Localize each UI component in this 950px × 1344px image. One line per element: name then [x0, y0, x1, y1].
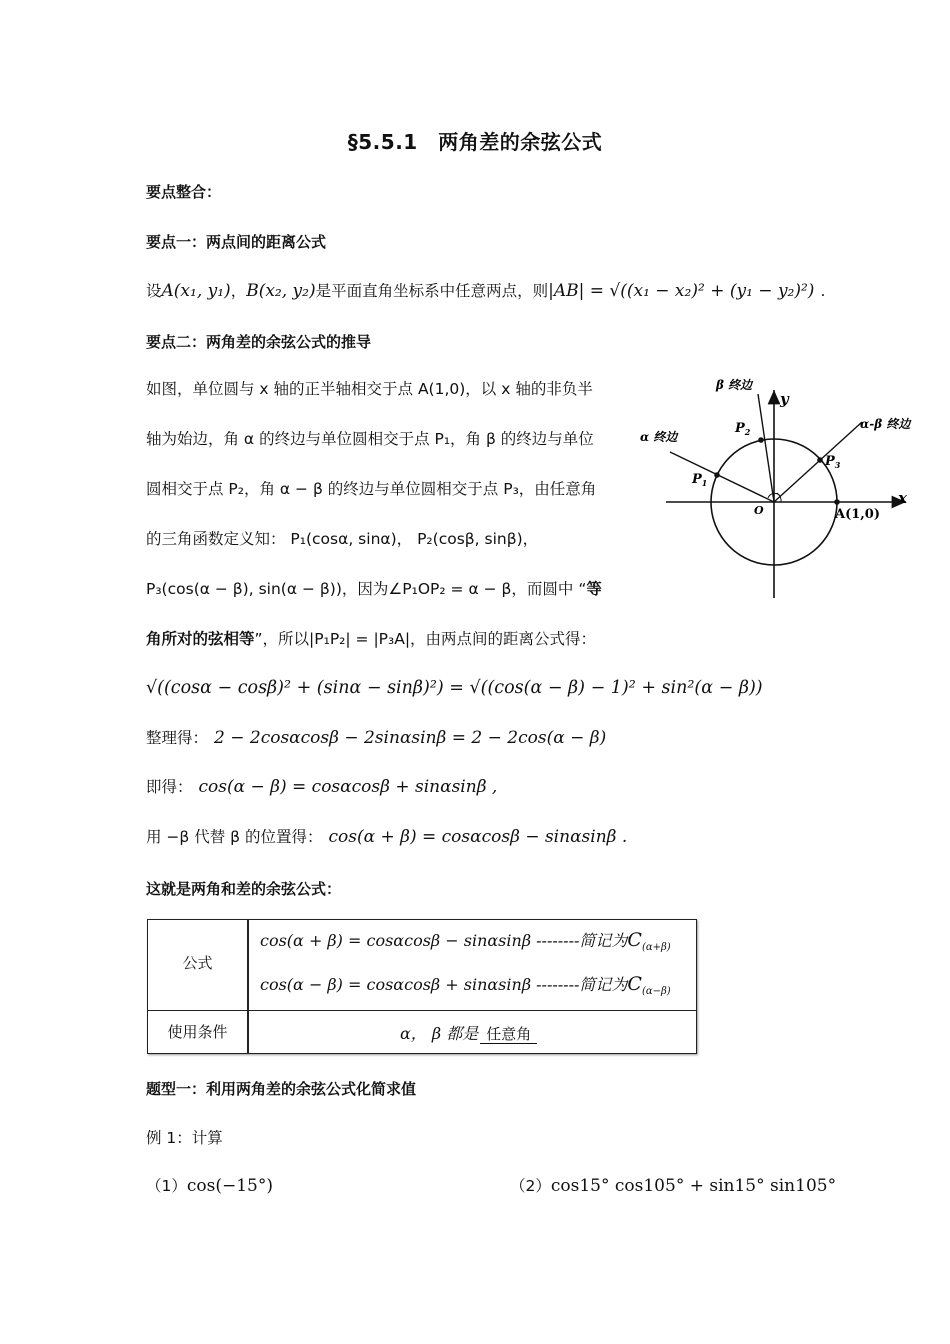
derivation-line-3: 圆相交于点 P₂，角 α − β 的终边与单位圆相交于点 P₃，由任意角: [146, 480, 597, 498]
point-p1-dot: [714, 472, 720, 478]
derivation-line-1: 如图，单位圆与 x 轴的正半轴相交于点 A(1,0)，以 x 轴的非负半: [146, 380, 593, 398]
point2-heading: 要点二：两角差的余弦公式的推导: [146, 333, 372, 351]
condition-text: [400, 1021, 537, 1044]
text-end: .: [820, 282, 826, 300]
question-2-number: （2）: [510, 1177, 551, 1195]
distance-equation: √((cosα − cosβ)² + (sinα − sinβ)²) = √((cos(α − β) − 1)² + sin²(α − β)): [146, 678, 763, 698]
question-2-expr: cos15° cos105° + sin15° sin105°: [550, 1176, 837, 1196]
condition-row: [148, 1011, 696, 1053]
condition-row-label: 使用条件: [167, 1023, 228, 1041]
x-axis-label: x: [898, 489, 907, 507]
beta-terminal-side: [758, 394, 774, 502]
derivation-line-6-text: ”，所以|P₁P₂| = |P₃A|，由两点间的距离公式得：: [254, 630, 597, 648]
p1-label: $P_1$: [692, 472, 708, 488]
alpha-terminal-side: [670, 452, 774, 502]
key-points-heading: 要点整合：: [146, 183, 222, 201]
result-label: 即得：: [146, 778, 193, 796]
example-1-label: 例 1：计算: [146, 1129, 223, 1147]
question-1-expr: cos(−15°): [186, 1176, 273, 1196]
point-a: A(x₁, y₁): [161, 281, 231, 301]
formula-table: [147, 919, 697, 1054]
formula-minus: cos(α − β) = cosαcosβ + sinαsinβ --------简记为$C_{(\alpha-\beta)}$: [260, 973, 671, 998]
table-column-divider: [247, 920, 249, 1053]
point-a-label: A(1,0): [835, 507, 881, 522]
point1-heading: 要点一：两点间的距离公式: [146, 233, 327, 251]
replace-line: [146, 826, 627, 848]
point-a-dot: [834, 499, 840, 505]
diff-side-label: α-β 终边: [860, 417, 911, 431]
simplify-equation: 2 − 2cosαcosβ − 2sinαsinβ = 2 − 2cos(α − β): [214, 728, 607, 748]
text-prefix: 设: [146, 282, 162, 300]
y-axis-label: y: [780, 390, 789, 408]
p3-label: $P_3$: [825, 454, 841, 470]
result-line: [146, 776, 497, 798]
derivation-line-5: [146, 578, 602, 600]
simplify-line: [146, 727, 606, 749]
derivation-line-4: 的三角函数定义知： P₁(cosα, sinα)， P₂(cosβ, sinβ)，: [146, 530, 539, 548]
derivation-line-2: 轴为始边，角 α 的终边与单位圆相交于点 P₁，角 β 的终边与单位: [146, 430, 594, 448]
beta-side-label: β 终边: [716, 378, 753, 392]
condition-prefix: α， β 都是: [400, 1024, 479, 1043]
alpha-side-label: α 终边: [640, 430, 678, 444]
question-1-number: （1）: [146, 1177, 187, 1195]
distance-formula: |AB| = √((x₁ − x₂)² + (y₁ − y₂)²): [548, 281, 815, 301]
unit-circle-figure: [640, 370, 920, 605]
derivation-line-6: [146, 628, 596, 650]
point-p3-dot: [817, 457, 823, 463]
page-title: §5.5.1 两角差的余弦公式: [347, 130, 603, 154]
summary-heading: 这就是两角和差的余弦公式：: [146, 880, 342, 898]
replace-label: 用 −β 代替 β 的位置得：: [146, 828, 323, 846]
question-2: [510, 1175, 836, 1197]
condition-fill: 任意角: [480, 1025, 537, 1044]
derivation-line-5-text: P₃(cos(α − β), sin(α − β))，因为∠P₁OP₂ = α − β，而圆中 “: [146, 580, 587, 598]
replace-equation: cos(α + β) = cosαcosβ − sinαsinβ .: [328, 827, 628, 847]
derivation-line-5-bold: 等: [586, 580, 602, 598]
simplify-label: 整理得：: [146, 729, 209, 747]
diff-terminal-side: [774, 422, 862, 502]
text-mid: 是平面直角坐标系中任意两点，则: [315, 282, 549, 300]
formula-row: [148, 920, 696, 1011]
formula-row-label: 公式: [182, 954, 213, 972]
origin-label: O: [754, 504, 764, 517]
point-b: B(x₂, y₂): [246, 281, 316, 301]
derivation-line-6-bold: 角所对的弦相等: [146, 630, 255, 648]
separator: ，: [230, 282, 247, 300]
distance-formula-line: [146, 280, 825, 302]
type1-heading: 题型一：利用两角差的余弦公式化简求值: [146, 1080, 417, 1098]
formula-plus: cos(α + β) = cosαcosβ − sinαsinβ --------简记为$C_{(\alpha+\beta)}$: [260, 929, 671, 954]
p2-label: $P_2$: [735, 421, 751, 437]
question-1: [146, 1175, 273, 1197]
result-equation: cos(α − β) = cosαcosβ + sinαsinβ ,: [198, 777, 498, 797]
point-p2-dot: [758, 437, 764, 443]
